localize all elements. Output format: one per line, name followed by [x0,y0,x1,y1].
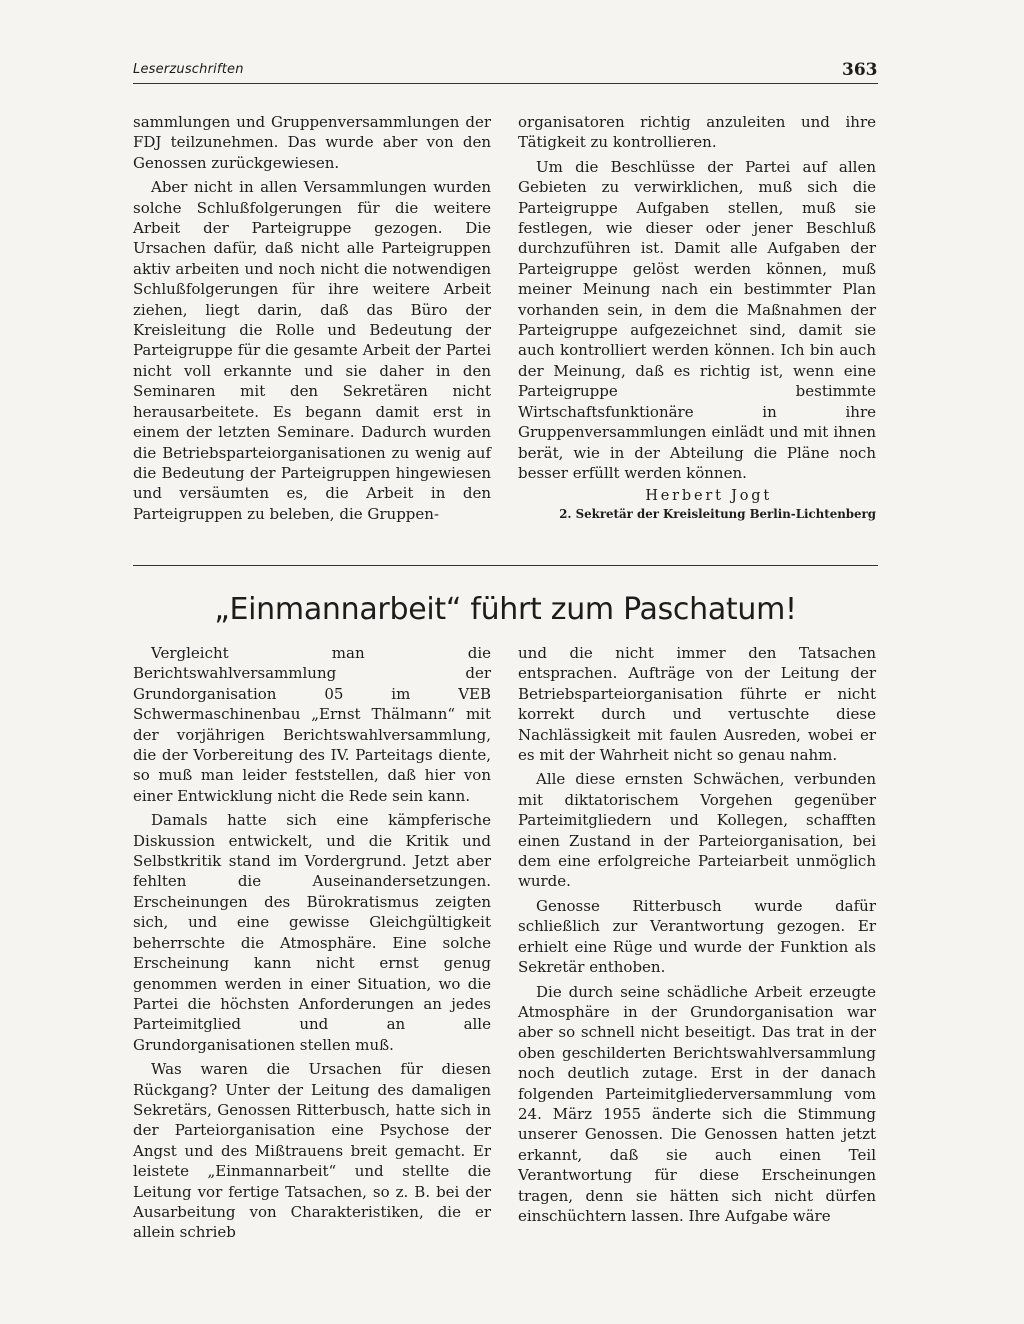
article1-right-column [518,112,876,522]
article2-paragraph: Vergleicht man die Berichtswahlversammlung der Grundorganisation 05 im VEB Schwermaschinenbau „Ernst Thälmann“ mit der vorjährigen Berichtswahlversammlung, die der Vorbereitung des IV. Parteitags diente, so muß man leider feststellen, daß hier von einer Entwicklung nicht die Rede sein kann. [133,644,491,805]
page-number: 363 [842,60,878,80]
article2-right-column [518,643,876,1226]
author-name: Herbert Jogt [645,488,772,505]
article2-headline: „Einmannarbeit“ führt zum Paschatum! [214,592,797,627]
author-title: 2. Sekretär der Kreisleitung Berlin-Lichtenberg [559,507,876,522]
article1-paragraph: Um die Beschlüsse der Partei auf allen Gebieten zu verwirklichen, muß sich die Parteigruppe Aufgaben stellen, muß sie festlegen, wie dieser oder jener Beschluß durchzuführen ist. Damit alle Aufgaben der Parteigruppe gelöst werden können, muß meiner Meinung nach ein bestimmter Plan vorhanden sein, in dem die Maßnahmen der Parteigruppe aufgezeichnet sind, damit sie auch kontrolliert werden können. Ich bin auch der Meinung, daß es richtig ist, wenn eine Parteigruppe bestimmte Wirtschaftsfunktionäre in ihre Gruppenversammlungen einlädt und mit ihnen berät, wie in der Abteilung die Pläne noch besser erfüllt werden können. [518,157,876,482]
article2-paragraph: Alle diese ernsten Schwächen, verbunden mit diktatorischem Vorgehen gegenüber Parteimitgliedern und Kollegen, schafften einen Zustand in der Parteiorganisation, bei dem eine erfolgreiche Parteiarbeit unmöglich wurde. [518,770,876,891]
article2-paragraph: und die nicht immer den Tatsachen entsprachen. Aufträge von der Leitung der Betriebsparteiorganisation führte er nicht korrekt durch und vertuschte diese Nachlässigkeit mit faulen Ausreden, wobei er es mit der Wahrheit nicht so genau nahm. [518,644,876,765]
article1-paragraph: Aber nicht in allen Versammlungen wurden solche Schlußfolgerungen für die weitere Arbeit der Parteigruppe gezogen. Die Ursachen dafür, daß nicht alle Parteigruppen aktiv arbeiten und noch nicht die notwendigen Schlußfolgerungen für ihre weitere Arbeit ziehen, liegt darin, daß das Büro der Kreisleitung die Rolle und Bedeutung der Parteigruppe für die gesamte Arbeit der Partei nicht voll erkannte und sie daher in den Seminaren mit den Sekretären nicht herausarbeitete. Es begann damit erst in einem der letzten Seminare. Dadurch wurden die Betriebsparteiorganisationen zu wenig auf die Bedeutung der Parteigruppen hingewiesen und versäumten es, die Arbeit in den Parteigruppen zu beleben, die Gruppen- [133,178,491,523]
article2-paragraph: Genosse Ritterbusch wurde dafür schließlich zur Verantwortung gezogen. Er erhielt eine Rüge und wurde der Funktion als Sekretär enthoben. [518,896,876,977]
section-divider [133,565,878,566]
article2-paragraph: Damals hatte sich eine kämpferische Diskussion entwickelt, und die Kritik und Selbstkritik stand im Vordergrund. Jetzt aber fehlten die Auseinandersetzungen. Erscheinungen des Bürokratismus zeigten sich, und eine gewisse Gleichgültigkeit beherrschte die Atmosphäre. Eine solche Erscheinung kann nicht ernst genug genommen werden in einer Situation, wo die Partei die höchsten Anforderungen an jedes Parteimitglied und an alle Grundorganisationen stellen muß. [133,811,491,1054]
header-rule [133,83,878,84]
article2-paragraph: Was waren die Ursachen für diesen Rückgang? Unter der Leitung des damaligen Sekretärs, Genossen Ritterbusch, hatte sich in der Parteiorganisation eine Psychose der Angst und des Mißtrauens breit gemacht. Er leistete „Einmannarbeit“ und stellte die Leitung vor fertige Tatsachen, so z. B. bei der Ausarbeitung von Charakteristiken, die er allein schrieb [133,1060,491,1242]
article1-paragraph: organisatoren richtig anzuleiten und ihre Tätigkeit zu kontrollieren. [518,113,876,152]
article1-left-column [133,112,491,524]
article1-paragraph: sammlungen und Gruppenversammlungen der FDJ teilzunehmen. Das wurde aber von den Genossen zurückgewiesen. [133,113,491,172]
article2-left-column [133,643,491,1243]
article2-paragraph: Die durch seine schädliche Arbeit erzeugte Atmosphäre in der Grundorganisation war aber so schnell nicht beseitigt. Das trat in der oben geschilderten Berichtswahlversammlung noch deutlich zutage. Erst in der danach folgenden Parteimitgliederversammlung vom 24. März 1955 änderte sich die Stimmung unserer Genossen. Die Genossen hatten jetzt erkannt, daß sie auch einen Teil Verantwortung für diese Erscheinungen tragen, denn sie hätten sich nicht dürfen einschüchtern lassen. Ihre Aufgabe wäre [518,982,876,1225]
section-label: Leserzuschriften [133,62,244,77]
